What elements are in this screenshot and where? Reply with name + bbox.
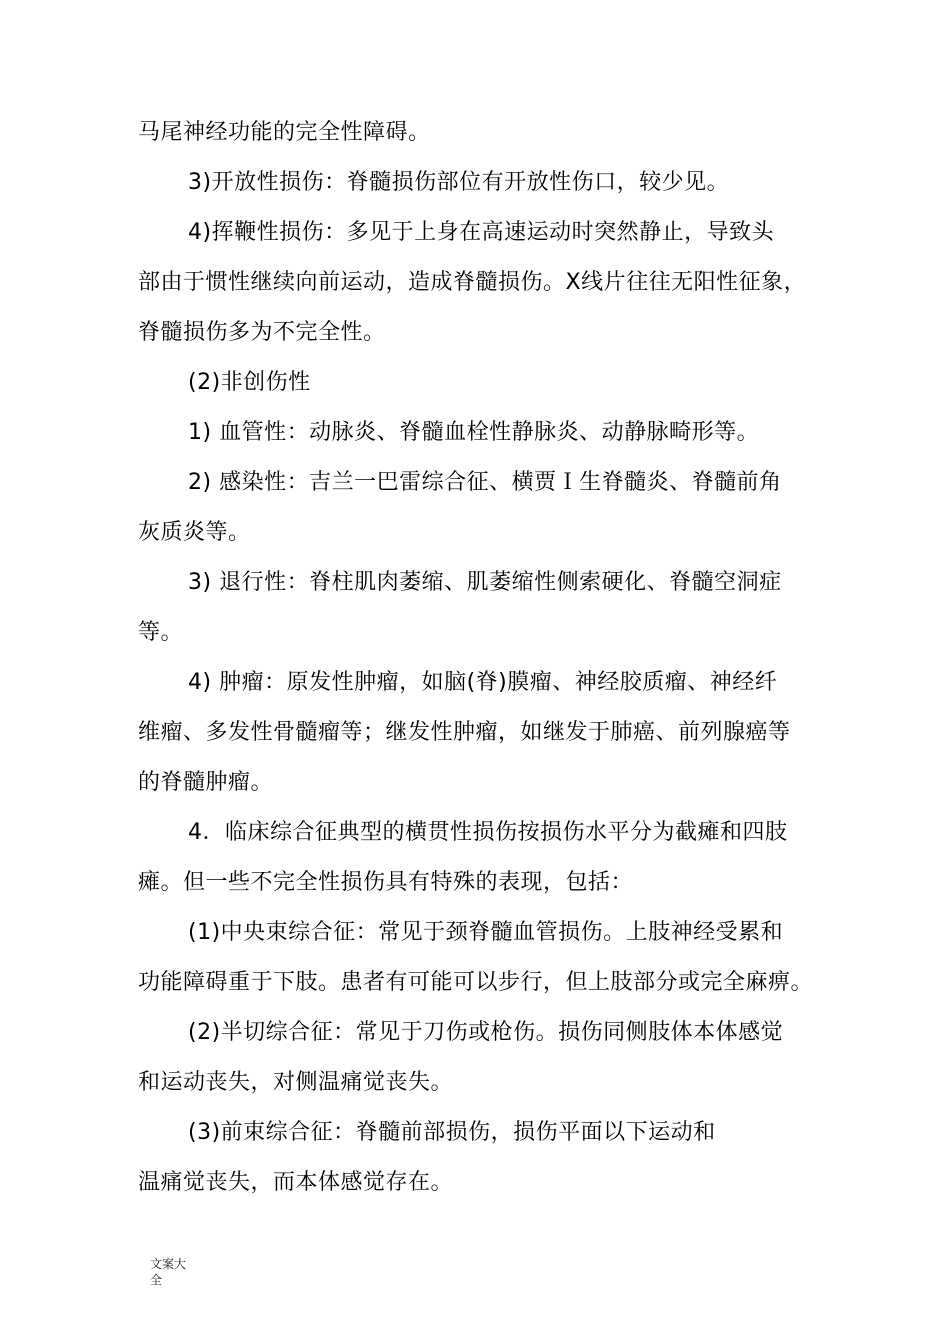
text-line: (3)前束综合征：脊髓前部损伤，损伤平面以下运动和 xyxy=(188,1120,716,1145)
footer-text-line: 全 xyxy=(150,1273,163,1287)
text-line: 脊髓损伤多为不完全性。 xyxy=(138,320,386,345)
text-line: 灰质炎等。 xyxy=(138,520,251,545)
text-line: 等。 xyxy=(138,620,184,645)
text-line: (2)半切综合征：常见于刀伤或枪伤。损伤同侧肢体本体感觉 xyxy=(188,1020,784,1045)
text-line: 3) 退行性：脊柱肌肉萎缩、肌萎缩性侧索硬化、脊髓空洞症 xyxy=(188,570,782,595)
text-line: 功能障碍重于下肢。患者有可能可以步行，但上肢部分或完全麻痹。 xyxy=(138,970,814,995)
text-line: 的脊髓肿瘤。 xyxy=(138,770,274,795)
text-line: 马尾神经功能的完全性障碍。 xyxy=(138,120,431,145)
text-line: 部由于惯性继续向前运动，造成脊髓损伤。X线片往往无阳性征象， xyxy=(138,270,807,295)
text-line: 4)挥鞭性损伤：多见于上身在高速运动时突然静止，导致头 xyxy=(188,220,775,245)
text-line: 和运动丧失，对侧温痛觉丧失。 xyxy=(138,1070,454,1095)
text-line: 4) 肿瘤：原发性肿瘤，如脑(脊)膜瘤、神经胶质瘤、神经纤 xyxy=(188,670,778,695)
text-line: 维瘤、多发性骨髓瘤等；继发性肿瘤，如继发于肺癌、前列腺癌等 xyxy=(138,720,791,745)
text-line: (1)中央束综合征：常见于颈脊髓血管损伤。上肢神经受累和 xyxy=(188,920,784,945)
text-line: 瘫。但一些不完全性损伤具有特殊的表现，包括： xyxy=(138,870,634,895)
text-line: 1) 血管性：动脉炎、脊髓血栓性静脉炎、动静脉畸形等。 xyxy=(188,420,760,445)
text-line: 温痛觉丧失，而本体感觉存在。 xyxy=(138,1170,454,1195)
text-line: 2) 感染性：吉兰一巴雷综合征、横贾Ｉ生脊髓炎、脊髓前角 xyxy=(188,470,782,495)
text-line: 3)开放性损伤：脊髓损伤部位有开放性伤口，较少见。 xyxy=(188,170,730,195)
text-line: 4．临床综合征典型的横贯性损伤按损伤水平分为截瘫和四肢 xyxy=(188,820,788,845)
page-footer xyxy=(150,1256,200,1288)
footer-text-line: 文案大 xyxy=(150,1257,187,1271)
section-heading: (2)非创伤性 xyxy=(188,370,311,395)
